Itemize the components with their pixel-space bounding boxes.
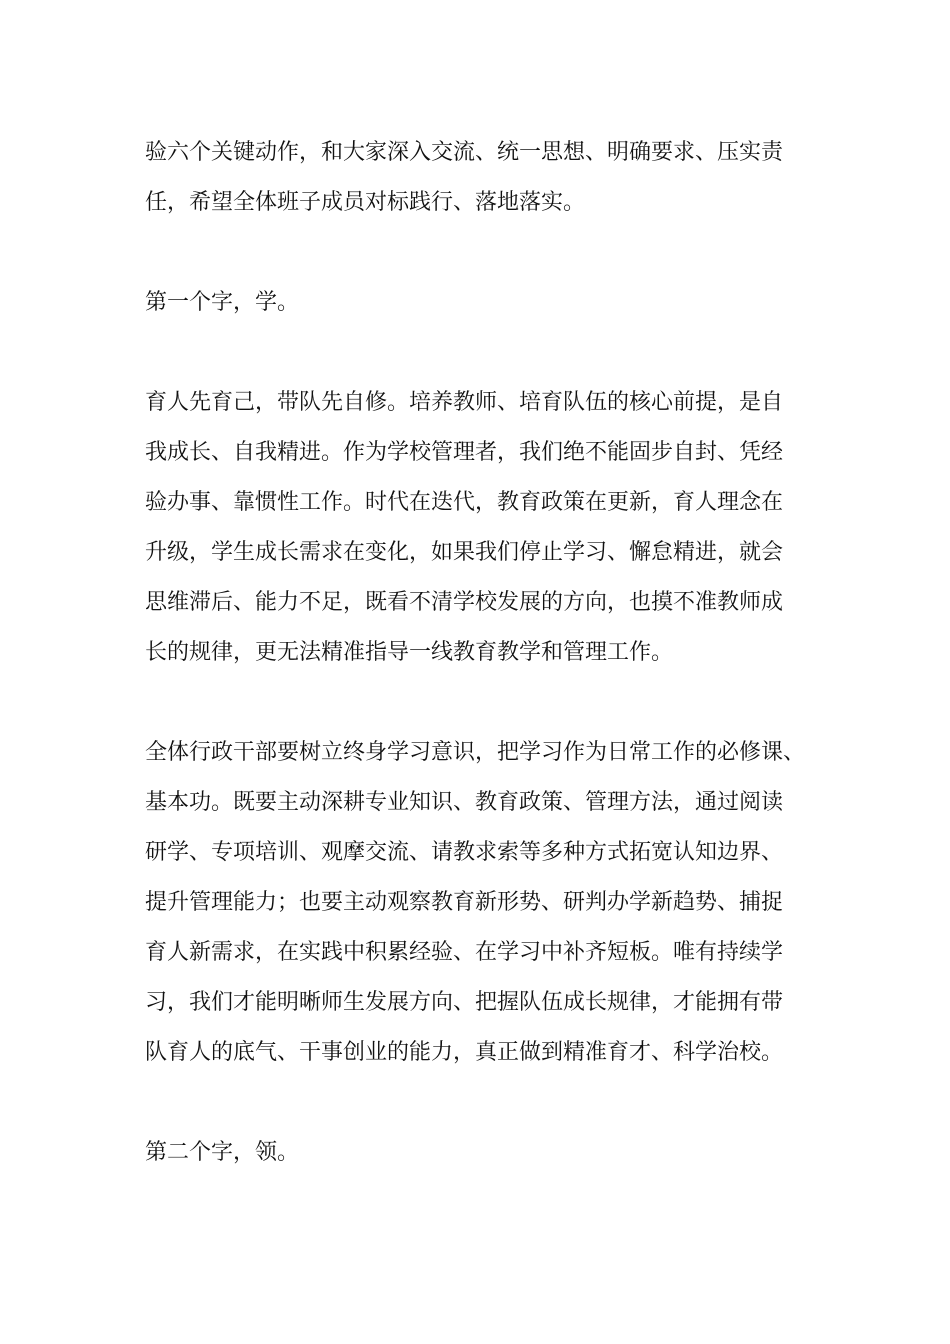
- section-heading-ling: 第二个字，领。: [145, 1140, 300, 1165]
- section-heading-xue: 第一个字，学。: [145, 290, 300, 315]
- paragraph-self-cultivation: 育人先育己，带队先自修。培养教师、培育队伍的核心前提，是自 我成长、自我精进。作为学校管理者，我们绝不能固步自封、凭经 验办事、靠惯性工作。时代在迭代，教育政策在更新，育人理念在 升级，学生成长需求在变化，如果我们停止学习、懈怠精进，就会 思维滞后、能力不足，既看不清学校发展的方向，也摸不准教师成 长的规律，更无法精准指导一线教育教学和管理工作。: [145, 390, 784, 665]
- document-body: [145, 128, 835, 1178]
- paragraph-intro-continued: 验六个关键动作，和大家深入交流、统一思想、明确要求、压实责 任，希望全体班子成员对标践行、落地落实。: [145, 140, 784, 215]
- paragraph-lifelong-learning: 全体行政干部要树立终身学习意识，把学习作为日常工作的必修课、 基本功。既要主动深耕专业知识、教育政策、管理方法，通过阅读 研学、专项培训、观摩交流、请教求索等多种方式拓宽认知边界、 提升管理能力；也要主动观察教育新形势、研判办学新趋势、捕捉 育人新需求，在实践中积累经验、在学习中补齐短板。唯有持续学 习，我们才能明晰师生发展方向、把握队伍成长规律，才能拥有带 队育人的底气、干事创业的能力，真正做到精准育才、科学治校。: [145, 740, 806, 1065]
